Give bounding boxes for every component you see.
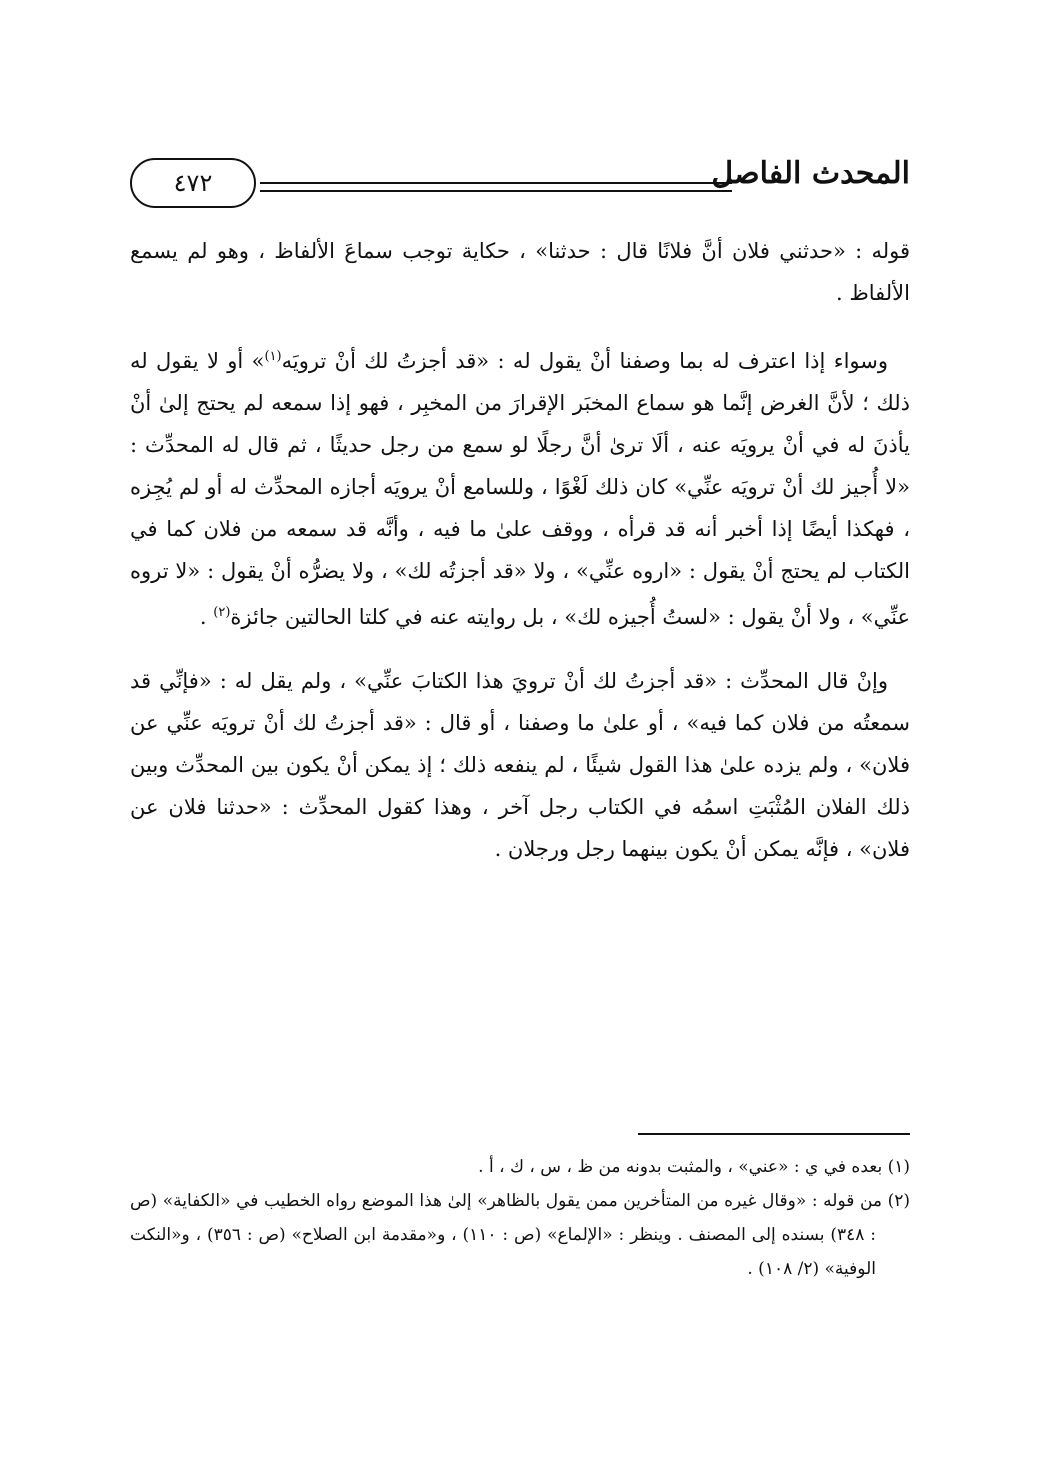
paragraph-2-end: . (199, 605, 214, 629)
page-header (130, 150, 910, 220)
footnote-ref-2[interactable]: (٢) (213, 605, 231, 620)
footnote-ref-1[interactable]: (١) (264, 349, 282, 364)
paragraph-2 (130, 336, 910, 638)
paragraph-1: قوله : «حدثني فلان أنَّ فلانًا قال : حدثنا» ، حكاية توجب سماعَ الألفاظ ، وهو لم يسمع الألفاظ . (130, 239, 910, 305)
footnote-2: (٢) من قوله : «وقال غيره من المتأخرين ممن يقول بالظاهر» إلىٰ هذا الموضع رواه الخطيب في «الكفاية» (ص : ٣٤٨) بسنده إلى المصنف . وينظر : «الإلماع» (ص : ١١٠) ، و«مقدمة ابن الصلاح» (ص : ٣٥٦) ، و«النكت الوفية» (٢/ ١٠٨) . (130, 1191, 910, 1279)
footnotes (130, 1150, 910, 1286)
paragraph-2-part-b: » أو لا يقول له ذلك ؛ لأنَّ الغرض إنَّما هو سماع المخبَر الإقرارَ من المخبِر ، فهو إذا سمعه لم يحتج إلىٰ أنْ يأذنَ له في أنْ يرويَه عنه ، ألَا ترىٰ أنَّ رجلًا لو سمع من رجل حديثًا ، ثم قال له المحدِّث : «لا أُجيز لك أنْ ترويَه عنِّي» كان ذلك لَغْوًا ، وللسامع أنْ يرويَه أجازه المحدِّث له أو لم يُجِزه ، فهكذا أيضًا إذا أخبر أنه قد قرأه ، ووقف علىٰ ما فيه ، وأنَّه قد سمعه من فلان كما في الكتاب لم يحتج أنْ يقول : «اروه عنِّي» ، ولا «قد أجزتُه لك» ، ولا يضرُّه أنْ يقول : «لا تروه عنِّي» ، ولا أنْ يقول : «لستُ أُجيزه لك» ، بل روايته عنه في كلتا الحالتين جائزة (130, 349, 910, 629)
header-rule-top (260, 182, 732, 184)
footnote-separator (638, 1133, 910, 1135)
footnote-1: (١) بعده في ي : «عني» ، والمثبت بدونه من ظ ، س ، ك ، أ . (478, 1157, 910, 1177)
main-text (130, 230, 910, 892)
header-rule-bottom (260, 190, 732, 192)
paragraph-3: وإنْ قال المحدِّث : «قد أجزتُ لك أنْ ترويَ هذا الكتابَ عنِّي» ، ولم يقل له : «فإنِّي قد سمعتُه من فلان كما فيه» ، أو علىٰ ما وصفنا ، أو قال : «قد أجزتُ لك أنْ ترويَه عنِّي عن فلان» ، ولم يزده علىٰ هذا القول شيئًا ، لم ينفعه ذلك ؛ إذ يمكن أنْ يكون بين المحدِّث وبين ذلك الفلان المُثْبَتِ اسمُه في الكتاب رجل آخر ، وهذا كقول المحدِّث : «حدثنا فلان عن فلان» ، فإنَّه يمكن أنْ يكون بينهما رجل ورجلان . (130, 669, 910, 861)
page-number-badge: ٤٧٢ (130, 158, 256, 208)
book-title: المحدث الفاصل (711, 156, 910, 191)
paragraph-2-part-a: وسواء إذا اعترف له بما وصفنا أنْ يقول له : «قد أجزتُ لك أنْ ترويَه (281, 349, 889, 373)
